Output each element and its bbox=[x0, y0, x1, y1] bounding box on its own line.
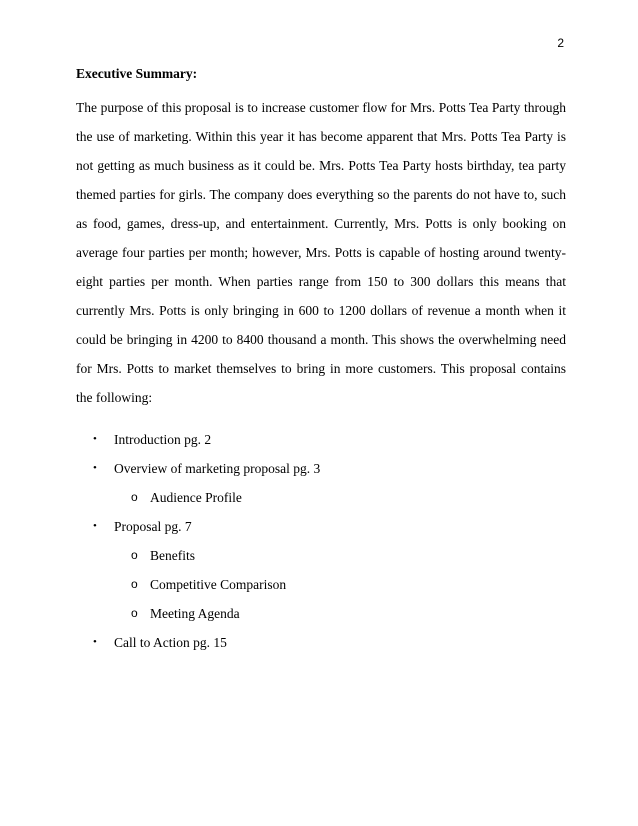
outline-subitem-label: Meeting Agenda bbox=[150, 606, 240, 621]
outline-item-label: Call to Action pg. 15 bbox=[114, 635, 227, 650]
bullet-icon: • bbox=[93, 462, 97, 474]
outline-subitem-label: Benefits bbox=[150, 548, 195, 563]
outline-item-label: Introduction pg. 2 bbox=[114, 432, 212, 447]
document-body bbox=[76, 64, 566, 657]
outline-item-introduction bbox=[76, 425, 566, 454]
sub-bullet-icon: o bbox=[131, 606, 138, 620]
outline-item-label: Overview of marketing proposal pg. 3 bbox=[114, 461, 321, 476]
outline-subitem-label: Competitive Comparison bbox=[150, 577, 287, 592]
outline-subitem-competitive-comparison bbox=[76, 570, 566, 599]
sub-bullet-icon: o bbox=[131, 577, 138, 591]
bullet-icon: • bbox=[93, 433, 97, 445]
outline-item-overview bbox=[76, 454, 566, 483]
outline-subitem-label: Audience Profile bbox=[150, 490, 242, 505]
outline-item-proposal bbox=[76, 512, 566, 541]
outline-subitem-meeting-agenda bbox=[76, 599, 566, 628]
bullet-icon: • bbox=[93, 636, 97, 648]
sub-bullet-icon: o bbox=[131, 548, 138, 562]
outline-subitem-benefits bbox=[76, 541, 566, 570]
proposal-outline bbox=[76, 425, 566, 657]
sub-bullet-icon: o bbox=[131, 490, 138, 504]
section-heading: Executive Summary: bbox=[76, 66, 198, 81]
outline-subitem-audience-profile bbox=[76, 483, 566, 512]
outline-item-call-to-action bbox=[76, 628, 566, 657]
page-number: 2 bbox=[557, 36, 564, 50]
outline-item-label: Proposal pg. 7 bbox=[114, 519, 192, 534]
bullet-icon: • bbox=[93, 520, 97, 532]
summary-paragraph: The purpose of this proposal is to increase customer flow for Mrs. Potts Tea Party through the use of marketing. Within this year it has become apparent that Mrs. Potts Tea Party is not getting as much business as it could be. Mrs. Potts Tea Party hosts birthday, tea party themed parties for girls. The company does everything so the parents do not have to, such as food, games, dress-up, and entertainment. Currently, Mrs. Potts is only booking on average four parties per month; however, Mrs. Potts is capable of hosting around twenty-eight parties per month. When parties range from 150 to 300 dollars this means that currently Mrs. Potts is only bringing in 600 to 1200 dollars of revenue a month when it could be bringing in 4200 to 8400 thousand a month. This shows the overwhelming need for Mrs. Potts to market themselves to bring in more customers. This proposal contains the following: bbox=[76, 100, 566, 405]
